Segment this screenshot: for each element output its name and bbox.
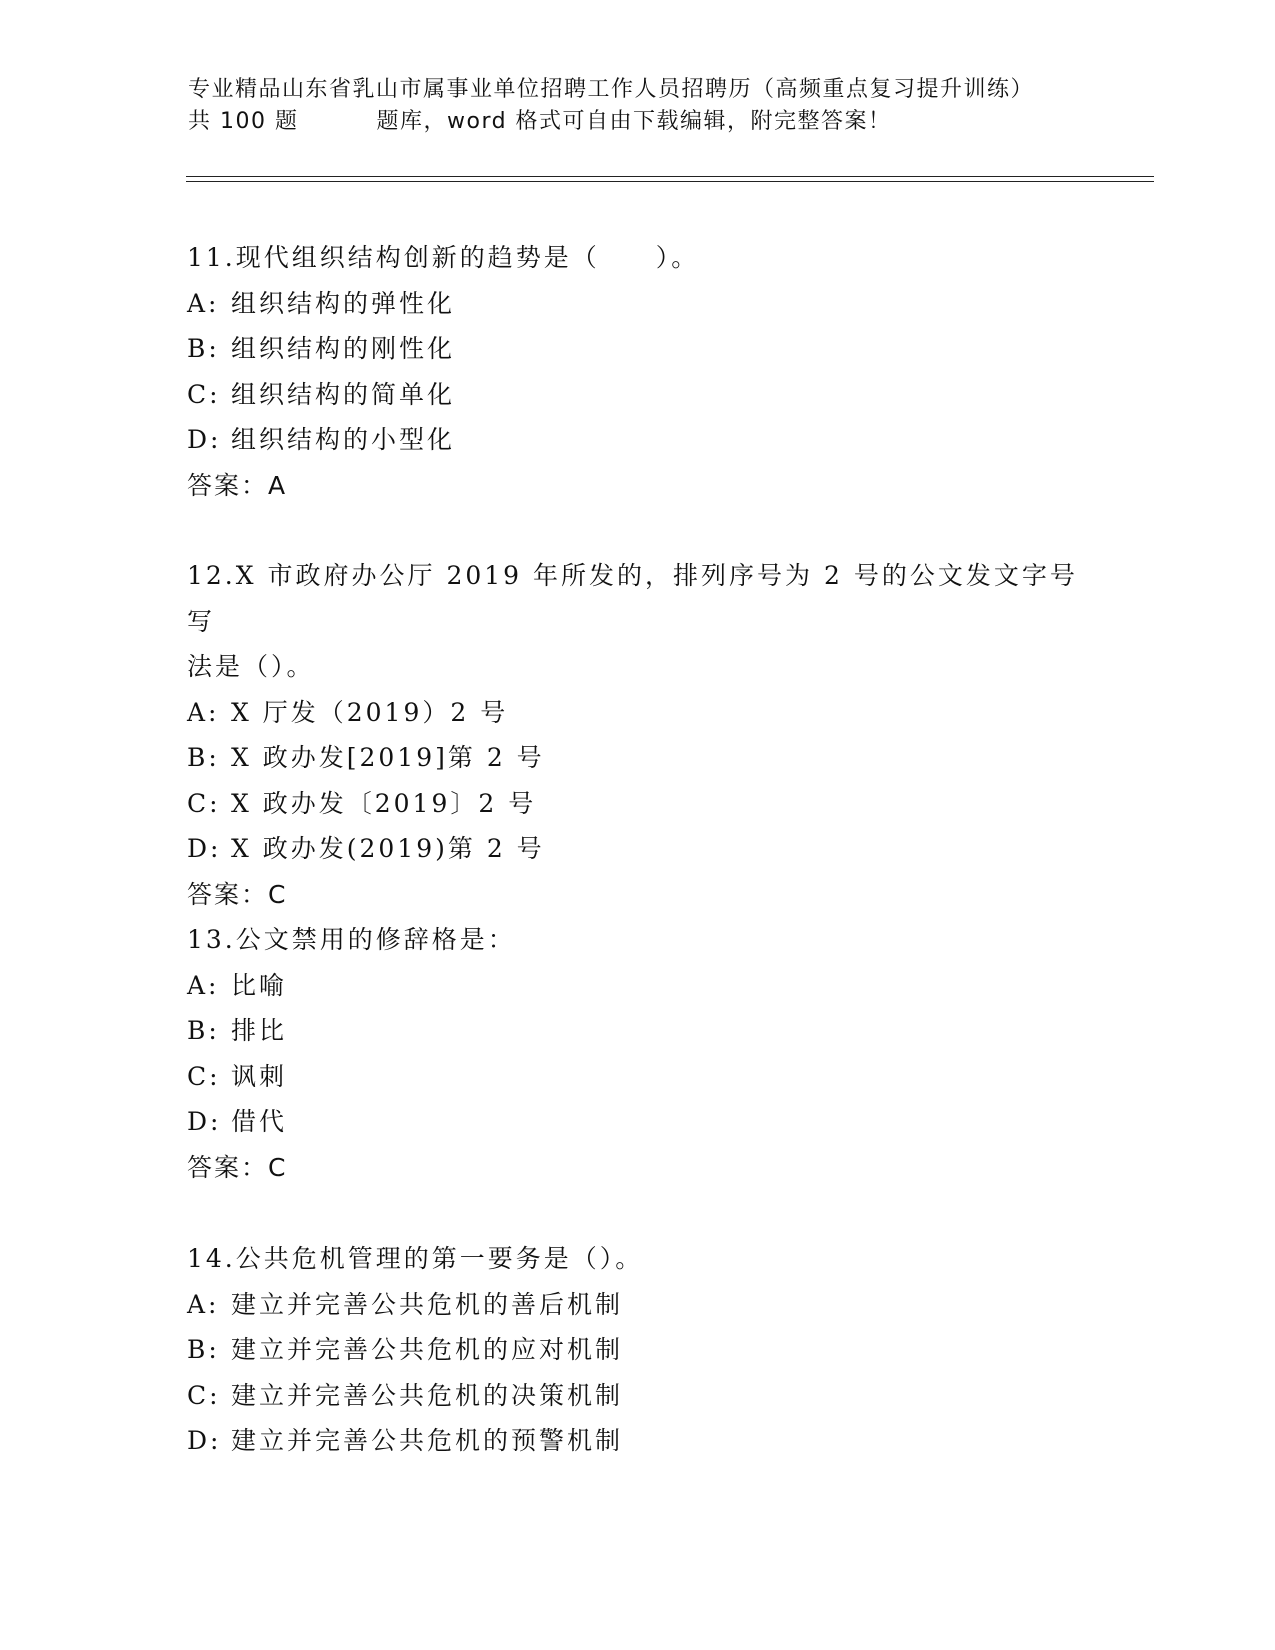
- option-text: 组织结构的刚性化: [231, 334, 456, 363]
- question-11: [187, 235, 1087, 508]
- option-b: [187, 735, 1087, 781]
- header-divider-top: [186, 176, 1154, 177]
- question-13: [187, 917, 1087, 1190]
- question-stem: 11.现代组织结构创新的趋势是（ ）。: [187, 243, 700, 272]
- header-title-line: 专业精品山东省乳山市属事业单位招聘工作人员招聘历（高频重点复习提升训练）: [188, 77, 1035, 102]
- question-stem: 14.公共危机管理的第一要务是（）。: [187, 1244, 644, 1273]
- option-letter: C:: [187, 1061, 221, 1091]
- option-text: 建立并完善公共危机的应对机制: [231, 1335, 624, 1364]
- answer-line: 答案：C: [187, 879, 288, 909]
- option-text: X 政办发〔2019〕2 号: [231, 788, 537, 818]
- document-header: [188, 74, 1108, 138]
- option-c: [187, 1373, 1087, 1419]
- option-d: [187, 826, 1087, 872]
- option-c: [187, 1054, 1087, 1100]
- option-text: X 政办发[2019]第 2 号: [231, 743, 545, 772]
- question-14: [187, 1236, 1087, 1464]
- option-letter: D:: [187, 834, 222, 863]
- question-count: 共 100 题: [188, 109, 299, 134]
- option-c: [187, 781, 1087, 827]
- header-description: 题库，word 格式可自由下载编辑，附完整答案！: [376, 109, 892, 134]
- option-text: 借代: [231, 1107, 288, 1136]
- header-gap: [298, 106, 376, 138]
- option-text: 建立并完善公共危机的预警机制: [231, 1426, 624, 1455]
- header-subtitle-line: [188, 106, 1108, 138]
- option-a: [187, 1282, 1087, 1328]
- option-letter: A:: [187, 697, 220, 727]
- option-text: 比喻: [231, 970, 288, 1000]
- option-text: 建立并完善公共危机的善后机制: [231, 1289, 624, 1319]
- option-letter: D:: [187, 1426, 222, 1455]
- option-d: [187, 1099, 1087, 1145]
- option-letter: C:: [187, 1380, 221, 1410]
- option-b: [187, 1008, 1087, 1054]
- option-text: 建立并完善公共危机的决策机制: [231, 1380, 624, 1410]
- question-stem-line-1: 12.X 市政府办公厅 2019 年所发的，排列序号为 2 号的公文发文字号写: [187, 561, 1078, 636]
- option-d: [187, 417, 1087, 463]
- option-letter: B:: [187, 1016, 220, 1045]
- option-letter: D:: [187, 425, 222, 454]
- option-letter: A:: [187, 1289, 220, 1319]
- option-a: [187, 690, 1087, 736]
- option-text: 组织结构的弹性化: [231, 288, 456, 318]
- question-stem: 13.公文禁用的修辞格是：: [187, 925, 516, 954]
- option-text: 组织结构的简单化: [231, 379, 456, 409]
- option-letter: A:: [187, 970, 220, 1000]
- option-text: 讽刺: [231, 1061, 288, 1091]
- option-d: [187, 1418, 1087, 1464]
- option-text: X 厅发（2019）2 号: [231, 697, 509, 727]
- question-stem-line-2: 法是（）。: [187, 652, 315, 681]
- option-letter: A:: [187, 288, 220, 318]
- option-letter: D:: [187, 1107, 222, 1136]
- answer-line: 答案：C: [187, 1152, 288, 1182]
- option-letter: C:: [187, 788, 221, 818]
- option-letter: B:: [187, 743, 220, 772]
- answer-line: 答案：A: [187, 470, 288, 500]
- option-b: [187, 326, 1087, 372]
- option-letter: B:: [187, 334, 220, 363]
- option-b: [187, 1327, 1087, 1373]
- option-a: [187, 281, 1087, 327]
- header-divider-bottom: [186, 181, 1154, 182]
- option-c: [187, 372, 1087, 418]
- option-text: 排比: [231, 1016, 288, 1045]
- option-text: 组织结构的小型化: [231, 425, 456, 454]
- option-text: X 政办发(2019)第 2 号: [231, 834, 545, 863]
- option-a: [187, 963, 1087, 1009]
- option-letter: B:: [187, 1335, 220, 1364]
- question-12: [187, 553, 1087, 917]
- option-letter: C:: [187, 379, 221, 409]
